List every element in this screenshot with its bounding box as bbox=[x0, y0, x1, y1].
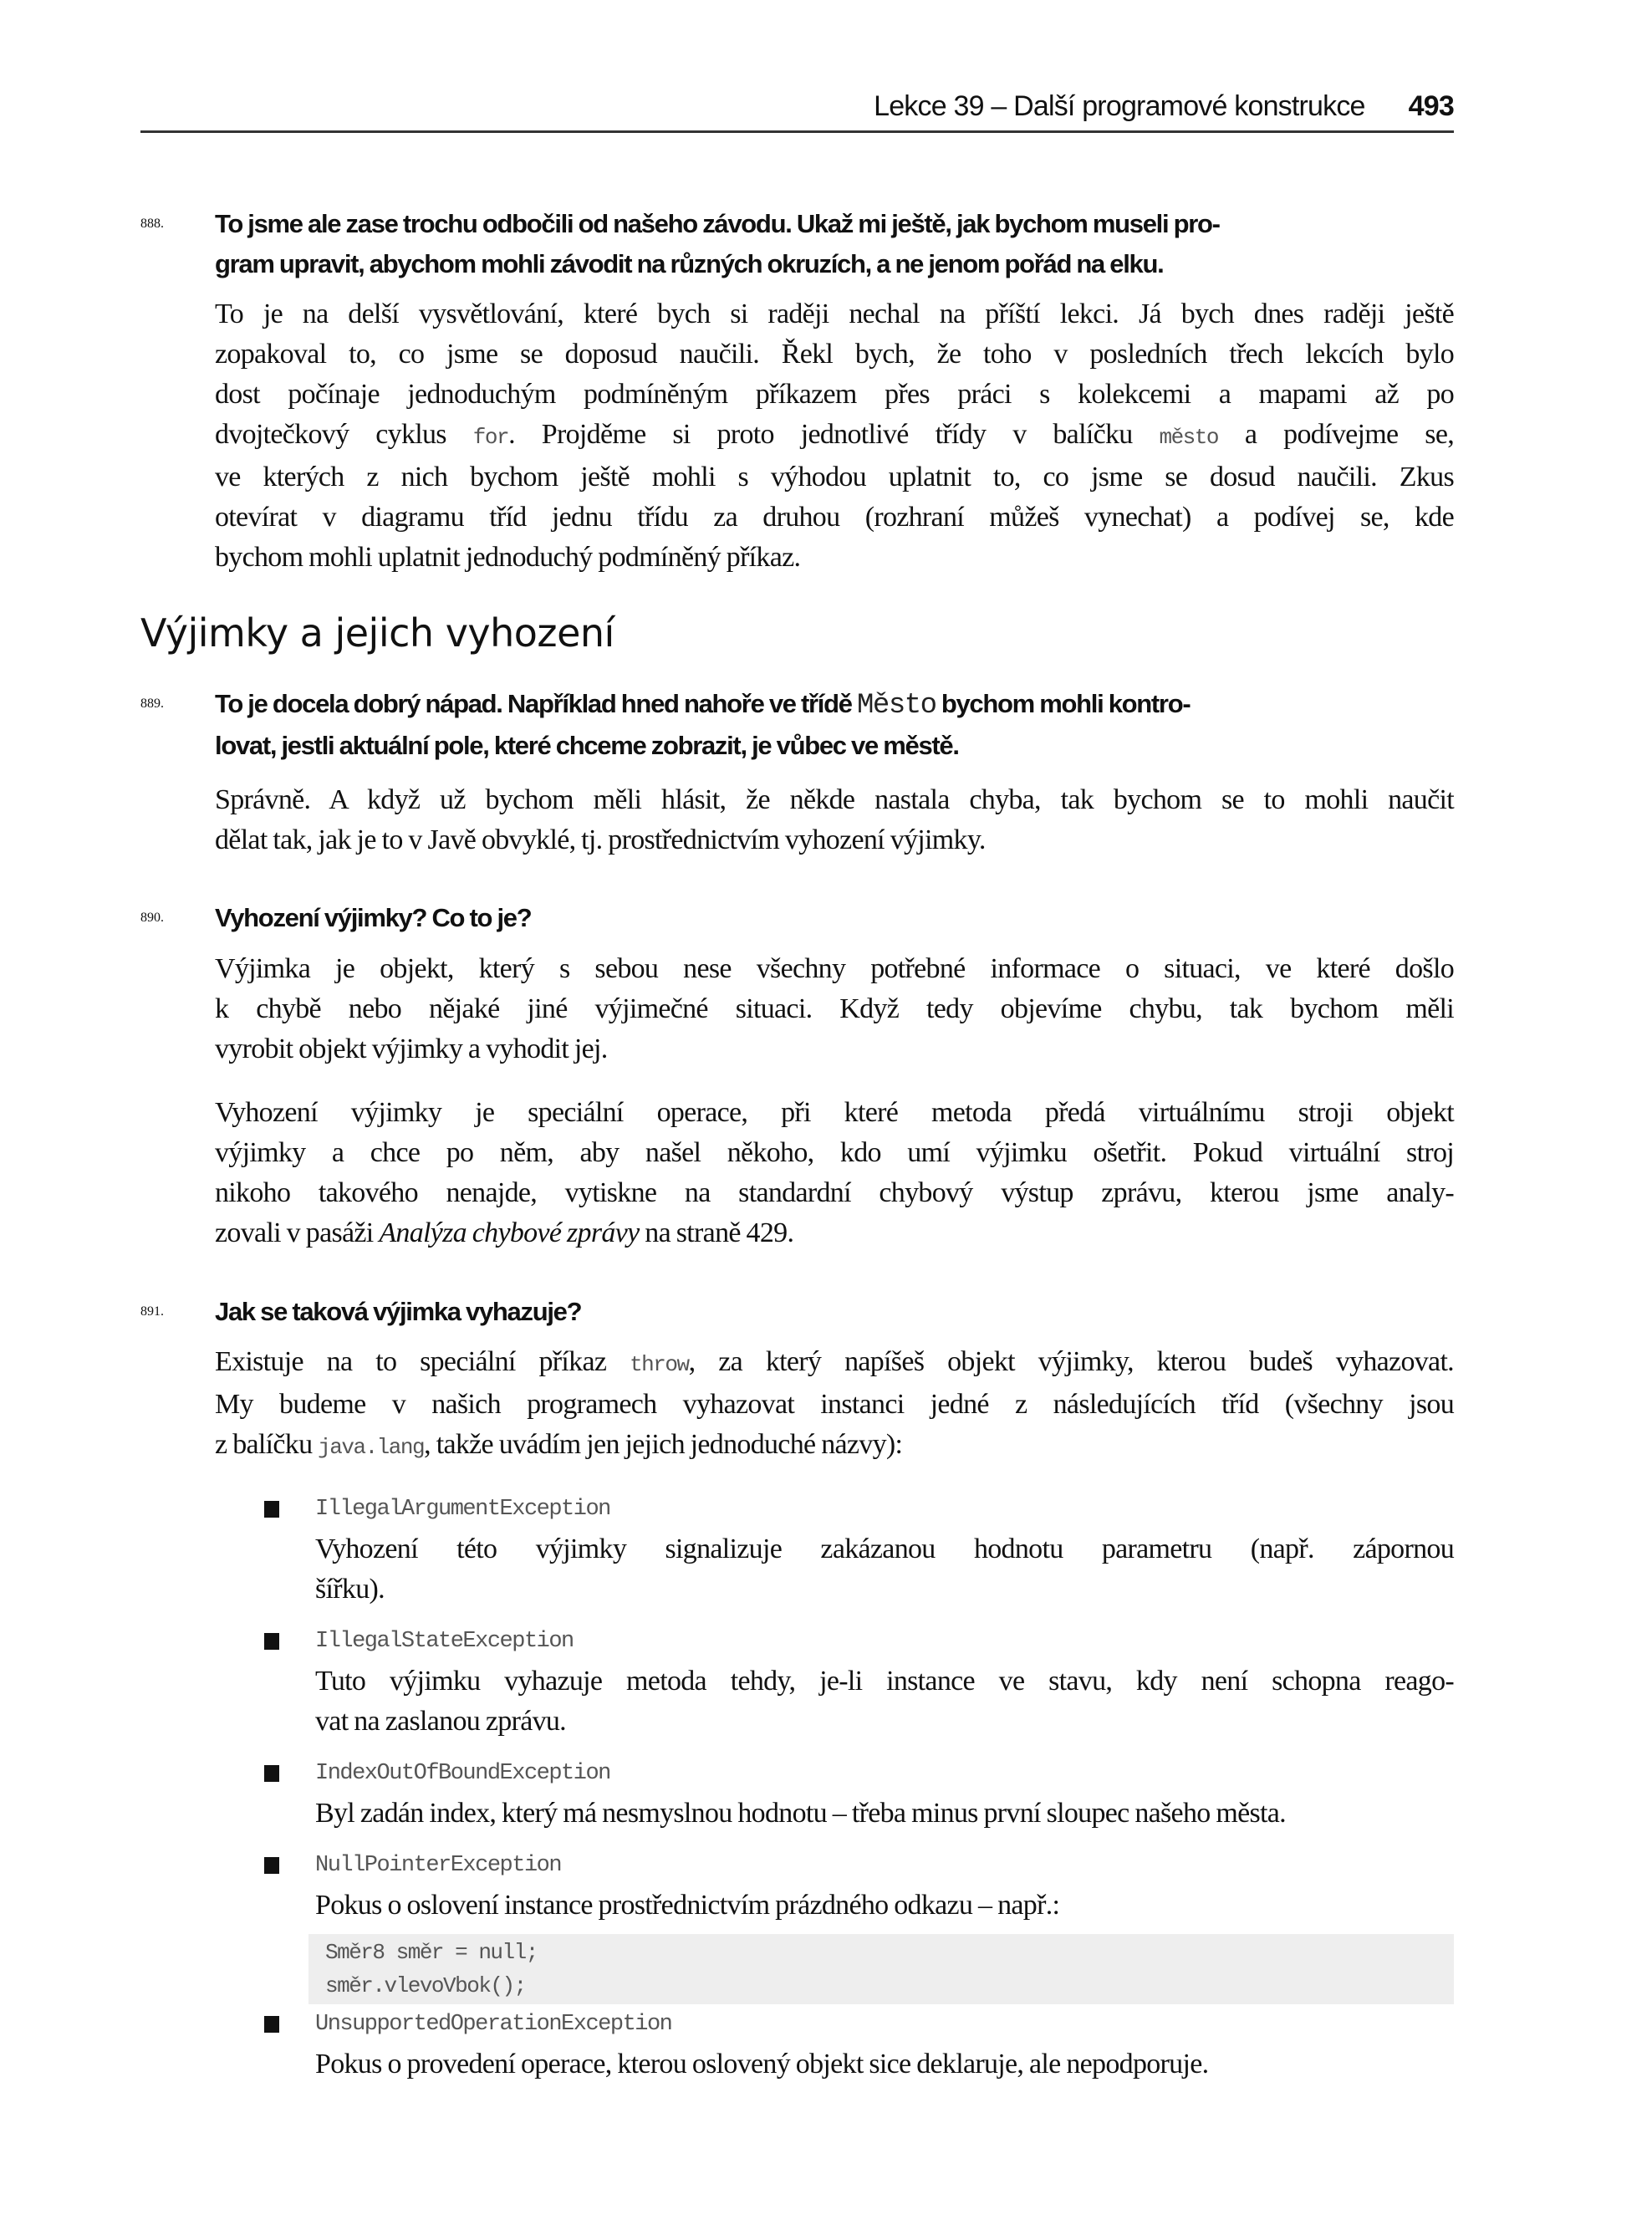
text-line: Tuto výjimku vyhazuje metoda tehdy, je-li instance ve stavu, kdy není schopna reago- bbox=[315, 1666, 1454, 1697]
answer-paragraph bbox=[215, 1093, 1454, 1253]
code-line: směr.vlevoVbok(); bbox=[325, 1973, 526, 1998]
bullet-square-icon bbox=[264, 1765, 279, 1782]
inline-code: Město bbox=[857, 690, 936, 722]
text-run: otevírat v diagramu tříd jednu třídu za druhou (rozhraní můžeš vynechat) a podívej se, kde bbox=[215, 502, 1454, 533]
text-line bbox=[215, 375, 1454, 415]
text-line bbox=[215, 949, 1454, 989]
inline-code: město bbox=[1159, 425, 1218, 450]
question-heading bbox=[140, 1292, 1454, 1332]
text-line bbox=[215, 684, 1454, 726]
text-line bbox=[215, 820, 1454, 860]
page-number: 493 bbox=[1408, 90, 1454, 122]
text-run: Jak se taková výjimka vyhazuje? bbox=[215, 1297, 582, 1326]
text-line bbox=[215, 989, 1454, 1029]
text-run: Výjimka je objekt, který s sebou nese všechny potřebné informace o situaci, ve které došlo bbox=[215, 953, 1454, 984]
question-heading bbox=[140, 684, 1454, 766]
text-line: Vyhození této výjimky signalizuje zakázanou hodnotu parametru (např. zápornou bbox=[315, 1534, 1454, 1564]
text-line: vat na zaslanou zprávu. bbox=[315, 1706, 566, 1737]
exception-class-name: IllegalArgumentException bbox=[315, 1497, 610, 1522]
text-line: Byl zadán index, který má nesmyslnou hodnotu – třeba minus první sloupec našeho města. bbox=[315, 1798, 1286, 1829]
text-line bbox=[215, 1133, 1454, 1173]
text-line bbox=[215, 334, 1454, 375]
code-listing bbox=[308, 1934, 1454, 2004]
text-run: Vyhození výjimky je speciální operace, při které metoda předá virtuálnímu stroji objekt bbox=[215, 1097, 1454, 1128]
text-line bbox=[215, 1093, 1454, 1133]
exception-class-name: UnsupportedOperationException bbox=[315, 2012, 672, 2037]
question-heading bbox=[140, 204, 1454, 284]
exception-description bbox=[315, 1661, 1454, 1742]
running-header bbox=[874, 90, 1454, 123]
bullet-item bbox=[315, 1489, 1454, 1610]
exception-description bbox=[315, 1794, 1454, 1834]
bullet-square-icon bbox=[264, 2016, 279, 2033]
text-run: , takže uvádím jen jejich jednoduché názvy): bbox=[424, 1429, 903, 1460]
text-run: lovat, jestli aktuální pole, které chceme zobrazit, je vůbec ve městě. bbox=[215, 731, 959, 760]
exception-class-name: IndexOutOfBoundException bbox=[315, 1761, 610, 1786]
exception-description bbox=[315, 1886, 1454, 1926]
bullet-item bbox=[315, 1621, 1454, 1742]
bullet-square-icon bbox=[264, 1501, 279, 1518]
text-line bbox=[215, 898, 1454, 938]
bullet-square-icon bbox=[264, 1857, 279, 1874]
question-number: 890. bbox=[140, 911, 164, 925]
text-run: zovali v pasáži bbox=[215, 1217, 380, 1248]
text-line bbox=[215, 498, 1454, 538]
text-line bbox=[215, 204, 1454, 244]
bullet-item bbox=[315, 1845, 1454, 2004]
inline-code: java.lang bbox=[318, 1435, 425, 1460]
text-line bbox=[215, 1342, 1454, 1385]
text-run: ve kterých z nich bychom ještě mohli s výhodou uplatnit to, co jsme se dosud naučili. Zkus bbox=[215, 462, 1454, 492]
question-number: 889. bbox=[140, 697, 164, 711]
text-run: dost počínaje jednoduchým podmíněným příkazem přes práci s kolekcemi a mapami až po bbox=[215, 379, 1454, 410]
text-run: bychom mohli kontro- bbox=[936, 689, 1191, 718]
answer-paragraph bbox=[215, 949, 1454, 1069]
text-line bbox=[215, 538, 1454, 578]
text-line bbox=[215, 780, 1454, 820]
text-run: bychom mohli uplatnit jednoduchý podmíněný příkaz. bbox=[215, 542, 801, 573]
page-content bbox=[140, 204, 1454, 2085]
text-line: šířku). bbox=[315, 1574, 385, 1605]
text-line bbox=[215, 1029, 1454, 1069]
question-heading bbox=[140, 898, 1454, 938]
text-run: My budeme v našich programech vyhazovat instanci jedné z následujících tříd (všechny jsou bbox=[215, 1389, 1454, 1420]
answer-paragraph bbox=[215, 294, 1454, 578]
text-line: Pokus o provedení operace, kterou oslovený objekt sice deklaruje, ale nepodporuje. bbox=[315, 2049, 1209, 2080]
inline-code: throw bbox=[630, 1352, 689, 1377]
text-run: To jsme ale zase trochu odbočili od našeho závodu. Ukaž mi ještě, jak bychom museli pro- bbox=[215, 209, 1220, 238]
bullet-item bbox=[315, 2004, 1454, 2085]
question-number: 891. bbox=[140, 1304, 164, 1319]
text-line bbox=[215, 1292, 1454, 1332]
text-run: . Projděme si proto jednotlivé třídy v balíčku bbox=[508, 419, 1160, 450]
code-line: Směr8 směr = null; bbox=[325, 1940, 538, 1965]
text-run: k chybě nebo nějaké jiné výjimečné situaci. Když tedy objevíme chybu, tak bychom měli bbox=[215, 993, 1454, 1024]
text-line bbox=[215, 726, 1454, 766]
running-title: Lekce 39 – Další programové konstrukce bbox=[874, 90, 1365, 122]
text-line bbox=[215, 457, 1454, 498]
text-line bbox=[215, 1385, 1454, 1425]
text-line bbox=[215, 1425, 1454, 1467]
exception-description bbox=[315, 2044, 1454, 2085]
text-run: To je docela dobrý nápad. Například hned nahoře ve třídě bbox=[215, 689, 858, 718]
text-run: gram upravit, abychom mohli závodit na různých okruzích, a ne jenom pořád na elku. bbox=[215, 249, 1164, 278]
answer-paragraph bbox=[215, 1342, 1454, 1467]
text-line bbox=[215, 415, 1454, 457]
text-line bbox=[215, 294, 1454, 334]
text-run: dvojtečkový cyklus bbox=[215, 419, 473, 450]
exception-class-name: IllegalStateException bbox=[315, 1629, 574, 1654]
answer-paragraph bbox=[215, 780, 1454, 860]
exception-class-name: NullPointerException bbox=[315, 1853, 562, 1878]
text-run: výjimky a chce po něm, aby našel někoho, kdo umí výjimku ošetřit. Pokud virtuální stroj bbox=[215, 1137, 1454, 1168]
bullet-square-icon bbox=[264, 1633, 279, 1650]
section-title: Výjimky a jejich vyhození bbox=[140, 610, 614, 656]
text-run: na straně 429. bbox=[639, 1217, 794, 1248]
text-run: zopakoval to, co jsme se doposud naučili. Řekl bych, že toho v posledních třech lekcích bylo bbox=[215, 339, 1454, 370]
inline-code: for bbox=[472, 425, 509, 450]
text-run: a podívejme se, bbox=[1217, 419, 1455, 450]
exception-description bbox=[315, 1529, 1454, 1610]
header-rule bbox=[140, 130, 1454, 133]
text-run: , za který napíšeš objekt výjimky, kterou budeš vyhazovat. bbox=[688, 1346, 1454, 1377]
text-run: z balíčku bbox=[215, 1429, 319, 1460]
bullet-item bbox=[315, 1753, 1454, 1834]
text-run: Správně. A když už bychom měli hlásit, že někde nastala chyba, tak bychom se to mohli naučit bbox=[215, 784, 1454, 815]
text-run: Existuje na to speciální příkaz bbox=[215, 1346, 630, 1377]
text-run: dělat tak, jak je to v Javě obvyklé, tj. prostřednictvím vyhození výjimky. bbox=[215, 824, 986, 855]
text-line bbox=[215, 244, 1454, 284]
text-line bbox=[215, 1173, 1454, 1213]
text-line: Pokus o oslovení instance prostřednictvím prázdného odkazu – např.: bbox=[315, 1890, 1060, 1921]
text-run: To je na delší vysvětlování, které bych si raději nechal na příští lekci. Já bych dnes raději ještě bbox=[215, 299, 1454, 329]
question-number: 888. bbox=[140, 217, 164, 231]
text-line bbox=[215, 1213, 1454, 1253]
text-run: Vyhození výjimky? Co to je? bbox=[215, 903, 532, 932]
italic-text: Analýza chybové zprávy bbox=[379, 1217, 640, 1248]
text-run: nikoho takového nenajde, vytiskne na standardní chybový výstup zprávu, kterou jsme analy- bbox=[215, 1177, 1454, 1208]
text-run: vyrobit objekt výjimky a vyhodit jej. bbox=[215, 1033, 608, 1064]
